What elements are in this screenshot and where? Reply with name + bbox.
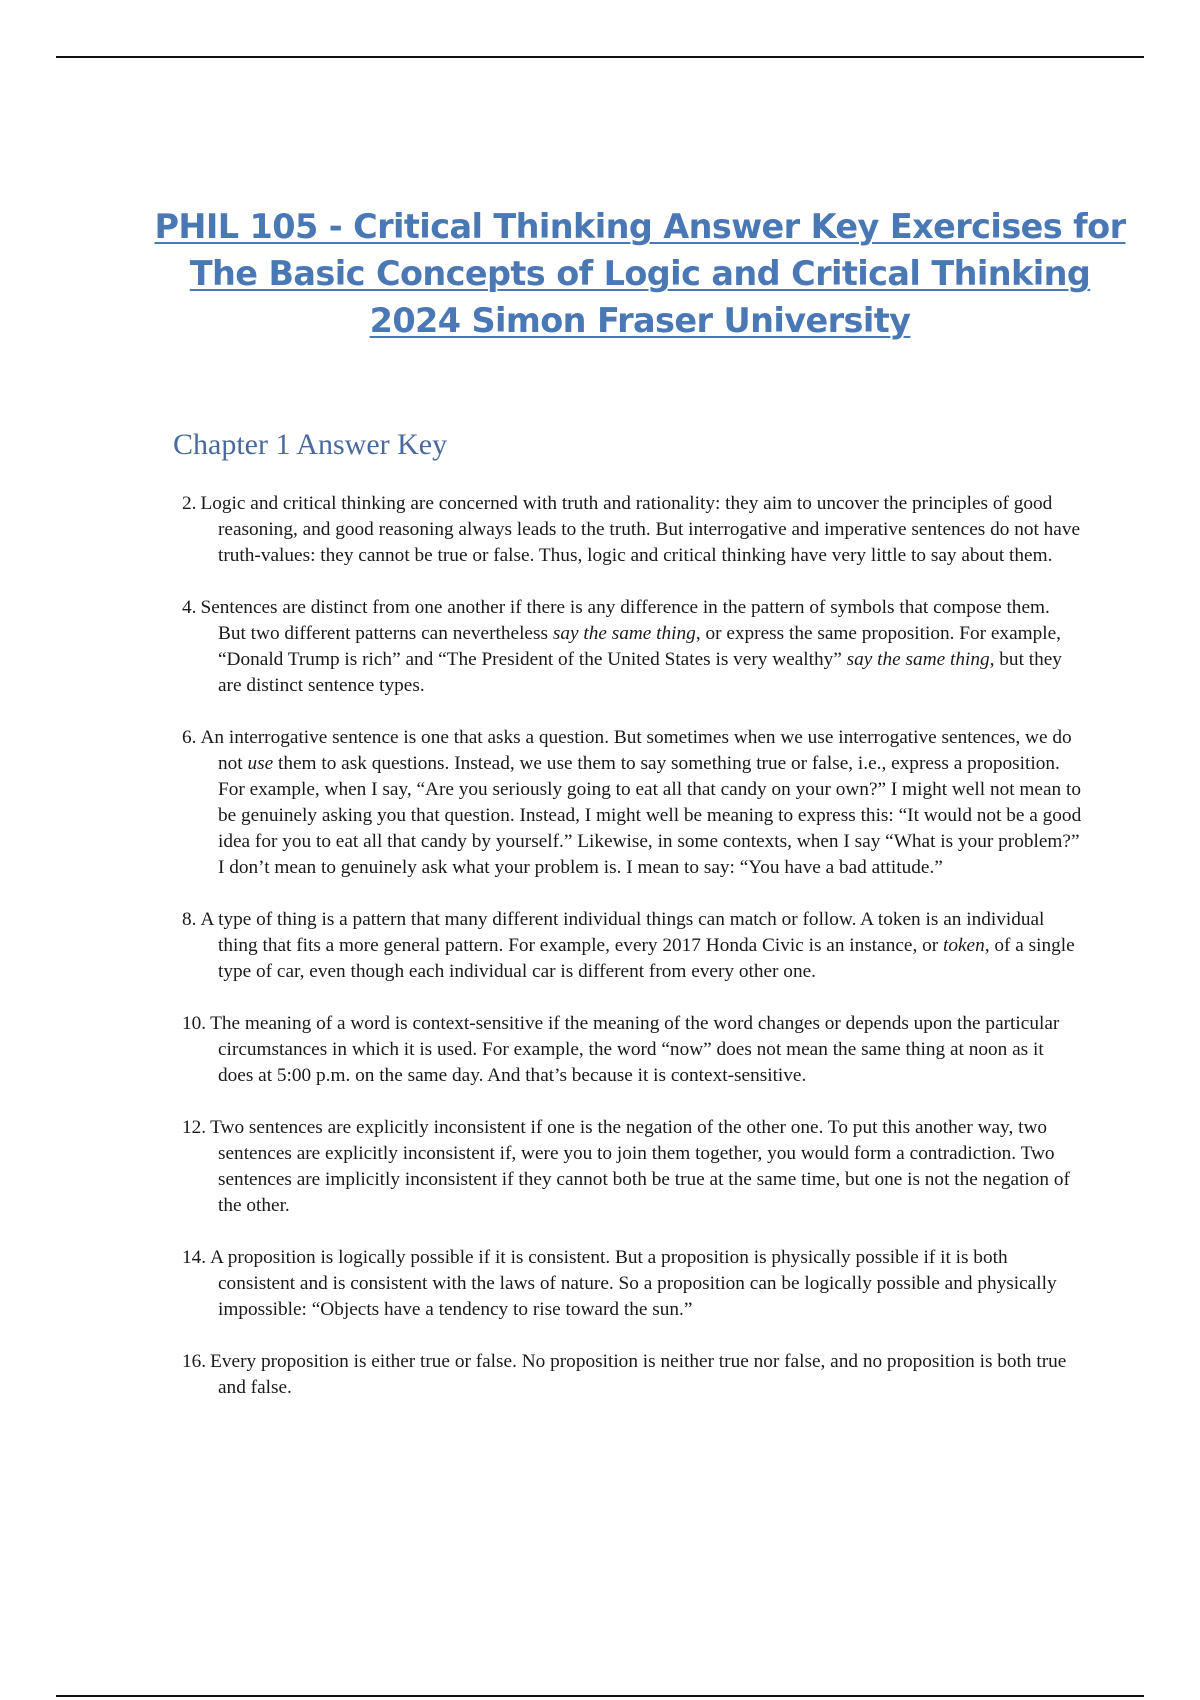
answer-item-12 — [182, 1115, 1082, 1219]
chapter-heading: Chapter 1 Answer Key — [173, 428, 448, 461]
answer-number: 16. — [182, 1351, 207, 1372]
answer-item-6 — [182, 725, 1082, 881]
answer-text: An interrogative sentence is one that asks a question. But sometimes when we use interrogative sentences, we do not — [200, 727, 1072, 774]
answer-item-4 — [182, 595, 1082, 699]
document-title: PHIL 105 - Critical Thinking Answer Key Exercises for The Basic Concepts of Logic and Critical Thinking 2024 Simon Fraser University — [154, 207, 1126, 340]
answer-item-14 — [182, 1245, 1082, 1323]
answer-text: Two sentences are explicitly inconsistent if one is the negation of the other one. To put this another way, two sentences are explicitly inconsistent if, were you to join them together, you would form a contradiction. Two sentences are implicitly inconsistent if they cannot both be true at the same time, but one is not the negation of the other. — [210, 1117, 1070, 1216]
answer-number: 4. — [182, 597, 197, 618]
answer-item-2 — [182, 491, 1082, 569]
answer-text: , of a single type of car, even though each individual car is different from every other one. — [218, 935, 1075, 982]
answer-number: 8. — [182, 909, 197, 930]
answer-number: 14. — [182, 1247, 207, 1268]
answer-emphasis: say the same thing — [552, 623, 696, 644]
answer-text: them to ask questions. Instead, we use them to say something true or false, i.e., express a proposition. For example, when I say, “Are you seriously going to eat all that candy on your own?” I might well not mean to be genuinely asking you that question. Instead, I might well be meaning to express this: “It would not be a good idea for you to eat all that candy by yourself.” Likewise, in some contexts, when I say “What is your problem?” I don’t mean to genuinely ask what your problem is. I mean to say: “You have a bad attitude.” — [218, 753, 1082, 878]
answer-item-8 — [182, 907, 1082, 985]
answer-text: , but they are distinct sentence types. — [218, 649, 1062, 696]
answer-text: The meaning of a word is context-sensitive if the meaning of the word changes or depends upon the particular circumstances in which it is used. For example, the word “now” does not mean the same thing at noon as it does at 5:00 p.m. on the same day. And that’s because it is context-sensitive. — [210, 1013, 1060, 1086]
top-rule — [56, 56, 1144, 58]
answer-number: 2. — [182, 493, 197, 514]
answer-text: A proposition is logically possible if it is consistent. But a proposition is physically possible if it is both consistent and is consistent with the laws of nature. So a proposition can be logically possible and physically impossible: “Objects have a tendency to rise toward the sun.” — [210, 1247, 1057, 1320]
answer-text: Every proposition is either true or false. No proposition is neither true nor false, and no proposition is both true and false. — [210, 1351, 1067, 1398]
answer-text: A type of thing is a pattern that many different individual things can match or follow. A token is an individual thing that fits a more general pattern. For example, every 2017 Honda Civic is an instance, or — [200, 909, 1045, 956]
bottom-rule — [56, 1695, 1144, 1697]
answer-emphasis: use — [247, 753, 274, 774]
answer-text: Sentences are distinct from one another if there is any difference in the pattern of symbols that compose them. But two different patterns can nevertheless — [200, 597, 1050, 644]
answer-text: Logic and critical thinking are concerned with truth and rationality: they aim to uncover the principles of good reasoning, and good reasoning always leads to the truth. But interrogative and imperative sentences do not have truth-values: they cannot be true or false. Thus, logic and critical thinking have very little to say about them. — [200, 493, 1081, 566]
answer-number: 6. — [182, 727, 197, 748]
answer-item-16 — [182, 1349, 1082, 1401]
answer-text: , or express the same proposition. For example, “Donald Trump is rich” and “The President of the United States is very wealthy” — [218, 623, 1062, 670]
answer-emphasis: say the same thing — [846, 649, 990, 670]
answer-list — [182, 491, 1082, 1427]
answer-number: 10. — [182, 1013, 207, 1034]
answer-emphasis: token — [942, 935, 985, 956]
answer-number: 12. — [182, 1117, 207, 1138]
answer-item-10 — [182, 1011, 1082, 1089]
